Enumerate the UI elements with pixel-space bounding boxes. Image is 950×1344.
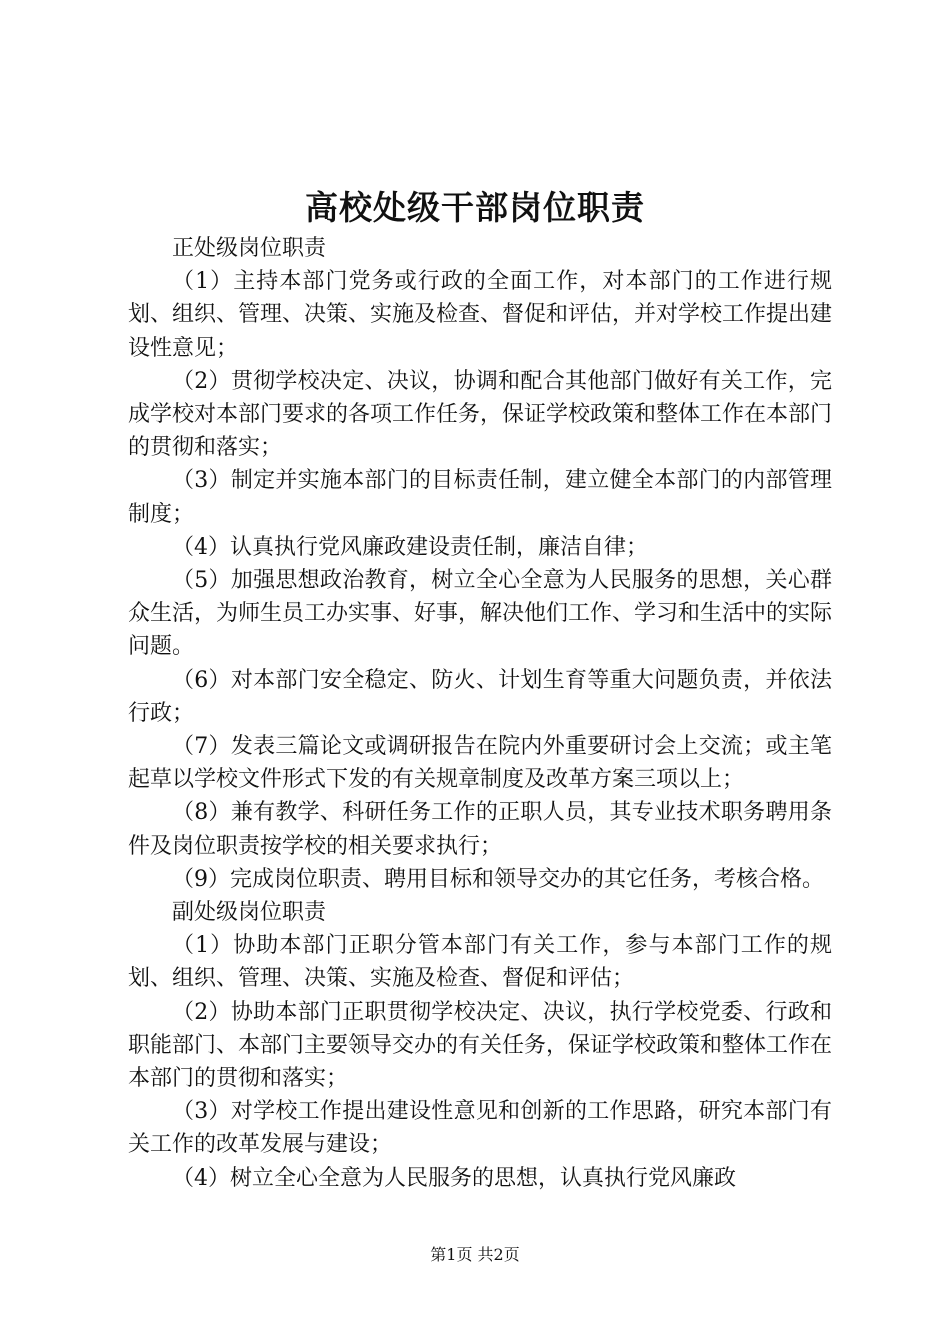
duty-item: （3）对学校工作提出建设性意见和创新的工作思路，研究本部门有关工作的改革发展与建设； (128, 1099, 832, 1158)
document-title: 高校处级干部岗位职责 (305, 188, 645, 227)
duty-item: （2）协助本部门正职贯彻学校决定、决议，执行学校党委、行政和职能部门、本部门主要领导交办的有关任务，保证学校政策和整体工作在本部门的贯彻和落实； (128, 999, 833, 1092)
duty-item: （2）贯彻学校决定、决议，协调和配合其他部门做好有关工作，完成学校对本部门要求的各项工作任务，保证学校政策和整体工作在本部门的贯彻和落实； (128, 368, 833, 461)
section-heading-deputy: 副处级岗位职责 (172, 900, 327, 926)
duty-item: （7）发表三篇论文或调研报告在院内外重要研讨会上交流；或主笔起草以学校文件形式下发的有关规章制度及改革方案三项以上； (128, 734, 832, 793)
duty-item: （9）完成岗位职责、聘用目标和领导交办的其它任务，考核合格。 (172, 866, 824, 892)
duty-item: （4）树立全心全意为人民服务的思想，认真执行党风廉政 (172, 1165, 736, 1191)
duty-item: （3）制定并实施本部门的目标责任制，建立健全本部门的内部管理制度； (128, 468, 832, 527)
duty-item: （5）加强思想政治教育，树立全心全意为人民服务的思想，关心群众生活，为师生员工办实事、好事，解决他们工作、学习和生活中的实际问题。 (128, 568, 833, 660)
page-number-footer: 第1页 共2页 (430, 1245, 520, 1264)
duty-item: （6）对本部门安全稳定、防火、计划生育等重大问题负责，并依法行政； (128, 667, 832, 726)
section-heading-senior: 正处级岗位职责 (172, 236, 327, 261)
document-body (128, 232, 832, 1195)
duty-item: （1）主持本部门党务或行政的全面工作，对本部门的工作进行规划、组织、管理、决策、实施及检查、督促和评估，并对学校工作提出建设性意见； (128, 269, 833, 361)
duty-item: （8）兼有教学、科研任务工作的正职人员，其专业技术职务聘用条件及岗位职责按学校的相关要求执行； (128, 800, 832, 859)
duty-item: （1）协助本部门正职分管本部门有关工作，参与本部门工作的规划、组织、管理、决策、实施及检查、督促和评估； (128, 933, 832, 992)
duty-item: （4）认真执行党风廉政建设责任制，廉洁自律； (172, 534, 648, 560)
